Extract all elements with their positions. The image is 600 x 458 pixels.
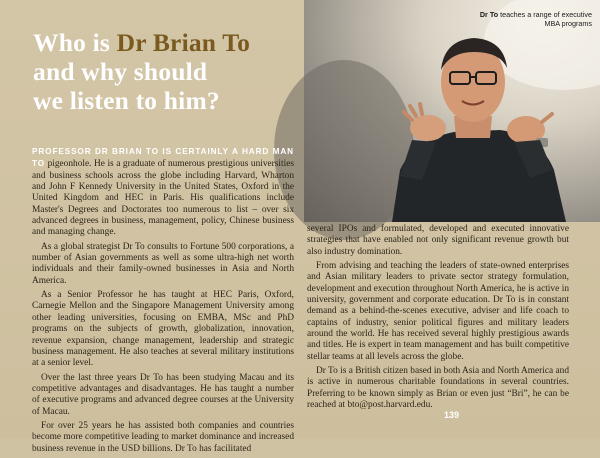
right-column xyxy=(307,224,569,415)
page-number: 139 xyxy=(444,410,460,420)
photo-caption xyxy=(470,10,592,28)
paragraph-global-strategist: As a global strategist Dr To consults to Fortune 500 corporations, a number of Asian governments as well as some ultra-high net worth individuals and their family-owned businesses in Asia and North America. xyxy=(32,241,294,286)
paragraph-ipos: several IPOs and formulated, developed and executed innovative strategies that have enabled not only significant revenue growth but also industry domination. xyxy=(307,224,569,257)
portrait-photo xyxy=(304,0,600,222)
paragraph-british-citizen: Dr To is a British citizen based in both Asia and North America and is active in numerous charitable foundations in several countries. Preferring to be known simply as Brian or even just “Bri”, he can be reached at bto@post.harvard.edu. xyxy=(307,366,569,411)
paragraph-macau-study: Over the last three years Dr To has been studying Macau and its competitive advantages and disadvantages. He has taught a number of executive programs and advanced degree courses at the University of Macau. xyxy=(32,372,294,417)
caption-text: teaches a range of executive MBA programs xyxy=(498,10,592,28)
left-column xyxy=(32,146,294,458)
paragraph-senior-professor: As a Senior Professor he has taught at HEC Paris, Oxford, Carnegie Mellon and the Singapore Management University among other leading universities, focusing on EMBA, MSc and PhD programs on the subjects of growth, globalization, innovation, revenue expansion, change management, leadership and strategic business management. He also teaches at several military institutions at a senior level. xyxy=(32,290,294,369)
article-title xyxy=(33,28,303,115)
title-prefix: Who is xyxy=(33,28,117,57)
lead-paragraph-text: pigeonhole. He is a graduate of numerous prestigious universities and business schools across the globe including Harvard, Wharton and John F Kennedy University in the United States, Oxford in the United Kingdom and HEC in Paris. His qualifications include Master's Degrees and Doctorates too numerous to list – over six advanced degrees in business, management, policy, Chinese business and managing change. xyxy=(32,159,295,238)
lead-paragraph xyxy=(32,146,294,239)
paragraph-advising: From advising and teaching the leaders of state-owned enterprises and Asian military leaders to private sector strategy formulation, development and execution throughout North America, he is active in university, government and corporate education. Dr To is in constant demand as a behind-the-scenes executive, adviser and life coach to captains of industry, senior political figures and military leaders around the world. He has received several highly prestigious awards and titles. He is expert in team management and has built competitive stellar teams at all levels across the globe. xyxy=(307,261,569,362)
lead-in-caps: PROFESSOR DR BRIAN TO IS CERTAINLY A HARD MAN TO xyxy=(32,147,294,169)
title-name-accent: Dr Brian To xyxy=(116,28,251,57)
title-line-3: we listen to him? xyxy=(33,86,220,115)
caption-bold-name: Dr To xyxy=(479,10,499,19)
paragraph-25-years: For over 25 years he has assisted both companies and countries become more competitive leading to market dominance and increased business revenue in the USD billions. Dr To has facilitated xyxy=(32,420,294,454)
title-line-2: and why should xyxy=(33,57,208,86)
speaker-illustration xyxy=(304,0,600,222)
